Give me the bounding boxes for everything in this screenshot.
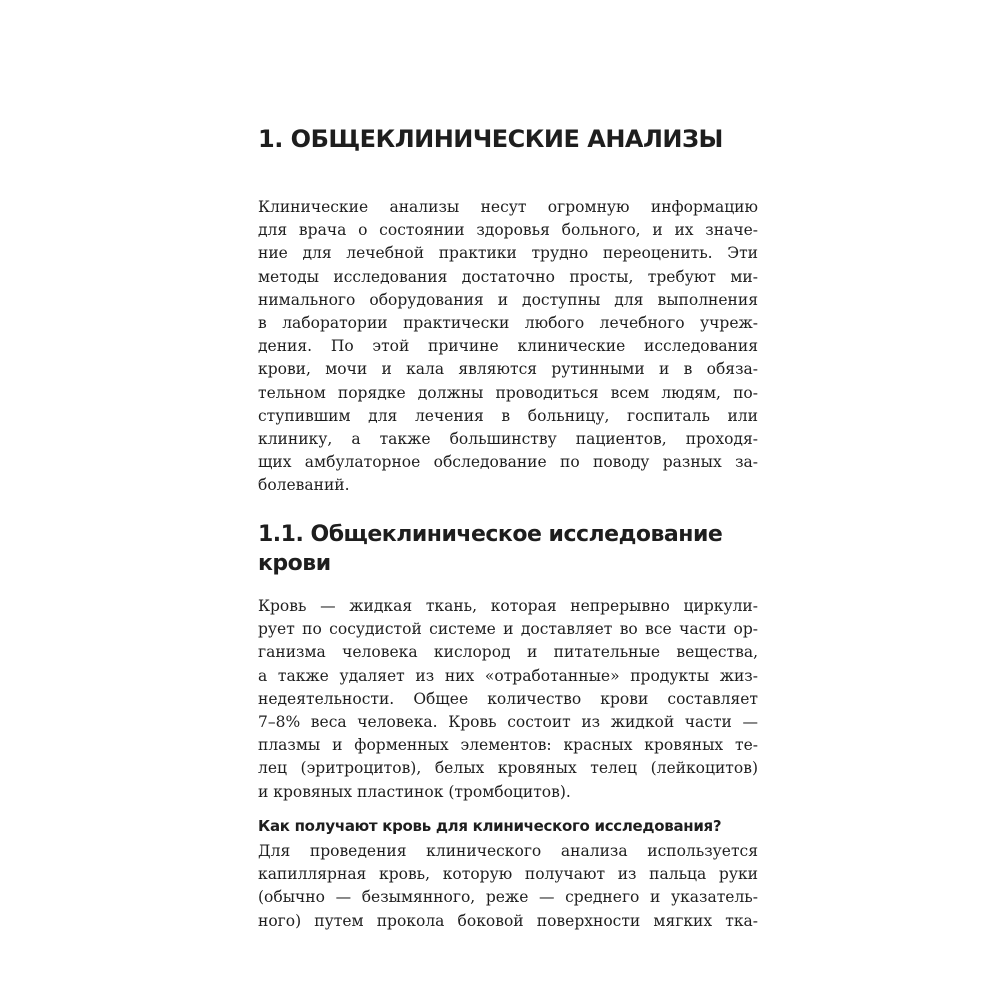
intro-line: в лаборатории практически любого лечебного учреж-: [258, 313, 758, 332]
section-title: [258, 520, 758, 578]
capillary-line: (обычно — безымянного, реже — среднего и указатель-: [258, 888, 758, 907]
intro-line: ступившим для лечения в больницу, госпиталь или: [258, 406, 758, 425]
blood-paragraph: [258, 595, 758, 804]
chapter-title: 1. ОБЩЕКЛИНИЧЕСКИЕ АНАЛИЗЫ: [258, 125, 723, 153]
blood-line: 7–8% веса человека. Кровь состоит из жидкой части —: [258, 712, 758, 731]
blood-line: плазмы и форменных элементов: красных кровяных те-: [258, 736, 758, 755]
blood-line: лец (эритроцитов), белых кровяных телец (лейкоцитов): [258, 759, 758, 778]
intro-line: нимального оборудования и доступны для выполнения: [258, 290, 758, 309]
section-title-line: 1.1. Общеклиническое исследование: [258, 522, 723, 547]
capillary-line: ного) путем прокола боковой поверхности мягких тка-: [258, 911, 758, 930]
blood-line: ганизма человека кислород и питательные вещества,: [258, 643, 758, 662]
intro-line: методы исследования достаточно просты, требуют ми-: [258, 267, 758, 286]
intro-line: дения. По этой причине клинические исследования: [258, 337, 758, 356]
intro-line: ние для лечебной практики трудно переоценить. Эти: [258, 244, 758, 263]
blood-line: и кровяных пластинок (тромбоцитов).: [258, 782, 571, 801]
capillary-line: Для проведения клинического анализа используется: [258, 842, 758, 860]
intro-line: тельном порядке должны проводиться всем людям, по-: [258, 383, 758, 402]
section-title-line: крови: [258, 551, 331, 576]
blood-line: недеятельности. Общее количество крови составляет: [258, 689, 758, 708]
intro-line: клинику, а также большинству пациентов, проходя-: [258, 429, 758, 448]
blood-line: рует по сосудистой системе и доставляет во все части ор-: [258, 620, 758, 639]
intro-line: болеваний.: [258, 476, 350, 495]
intro-line: щих амбулаторное обследование по поводу разных за-: [258, 453, 758, 472]
capillary-paragraph: [258, 840, 758, 933]
intro-line: для врача о состоянии здоровья больного, и их значе-: [258, 221, 758, 240]
capillary-line: капиллярная кровь, которую получают из пальца руки: [258, 865, 758, 884]
intro-line: Клинические анализы несут огромную информацию: [258, 198, 758, 216]
blood-line: Кровь — жидкая ткань, которая непрерывно циркули-: [258, 597, 758, 615]
intro-line: крови, мочи и кала являются рутинными и в обяза-: [258, 360, 758, 379]
blood-line: а также удаляет из них «отработанные» продукты жиз-: [258, 666, 758, 685]
intro-paragraph: [258, 196, 758, 497]
subsection-heading: Как получают кровь для клинического исследования?: [258, 817, 722, 835]
